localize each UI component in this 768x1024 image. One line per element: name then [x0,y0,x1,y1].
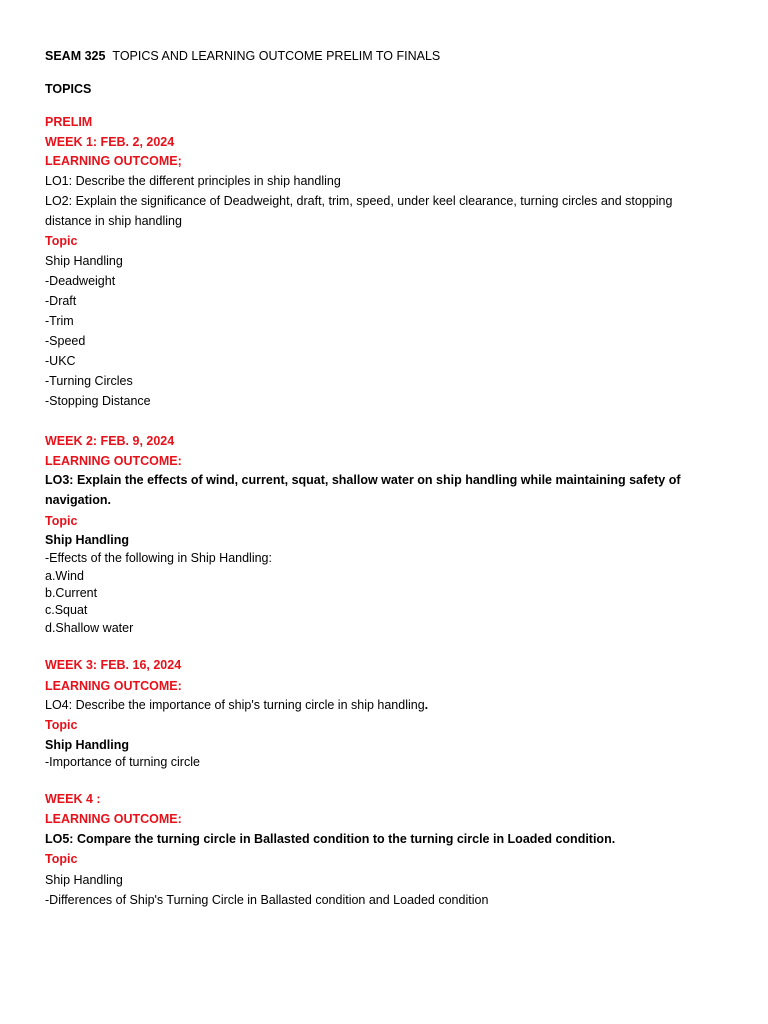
week2-topic-heading: Topic [45,514,78,528]
week4-heading: WEEK 4 : [45,792,101,806]
week2-item: d.Shallow water [45,621,134,635]
week1-lo1: LO1: Describe the different principles in ship handling [45,174,341,188]
week2-lo3: LO3: Explain the effects of wind, current, squat, shallow water on ship handling while maintaining safety of navigation. [45,473,681,507]
course-code: SEAM 325 [45,49,106,63]
week1-item: -UKC [45,354,76,368]
week1-item: -Speed [45,334,86,348]
week2-intro: -Effects of the following in Ship Handling: [45,551,272,565]
topics-heading: TOPICS [45,82,92,96]
week1-item: -Stopping Distance [45,394,151,408]
week3-heading: WEEK 3: FEB. 16, 2024 [45,658,182,672]
week4-topic-heading: Topic [45,852,78,866]
week3-lo4: LO4: Describe the importance of ship's turning circle in ship handling [45,698,425,712]
week1-lo-heading: LEARNING OUTCOME; [45,154,182,168]
week2-heading: WEEK 2: FEB. 9, 2024 [45,434,175,448]
term-heading: PRELIM [45,115,93,129]
week2-item: c.Squat [45,603,88,617]
week1-item: -Turning Circles [45,374,133,388]
week1-item: -Deadweight [45,274,116,288]
week1-item: -Trim [45,314,74,328]
week2-lo-heading: LEARNING OUTCOME: [45,454,182,468]
week1-topic-heading: Topic [45,234,78,248]
week3-topic-title: Ship Handling [45,738,130,752]
week1-topic-title: Ship Handling [45,254,123,268]
week3-item: -Importance of turning circle [45,755,200,769]
week4-lo-heading: LEARNING OUTCOME: [45,812,182,826]
week3-lo-heading: LEARNING OUTCOME: [45,679,182,693]
week4-topic-title: Ship Handling [45,873,123,887]
week3-lo4-line [45,697,698,713]
doc-title: TOPICS AND LEARNING OUTCOME PRELIM TO FINALS [112,49,441,63]
week2-item: b.Current [45,586,98,600]
week2-topic-title: Ship Handling [45,533,130,547]
week4-lo5: LO5: Compare the turning circle in Ballasted condition to the turning circle in Loaded condition. [45,832,616,846]
week1-item: -Draft [45,294,77,308]
week2-item: a.Wind [45,569,84,583]
week4-item: -Differences of Ship's Turning Circle in Ballasted condition and Loaded condition [45,893,489,907]
week1-heading: WEEK 1: FEB. 2, 2024 [45,135,175,149]
doc-title-line [45,48,698,64]
week3-topic-heading: Topic [45,718,78,732]
week3-lo4-period: . [424,698,429,712]
week1-lo2: LO2: Explain the significance of Deadweight, draft, trim, speed, under keel clearance, turning circles and stopping distance in ship handling [45,194,673,228]
